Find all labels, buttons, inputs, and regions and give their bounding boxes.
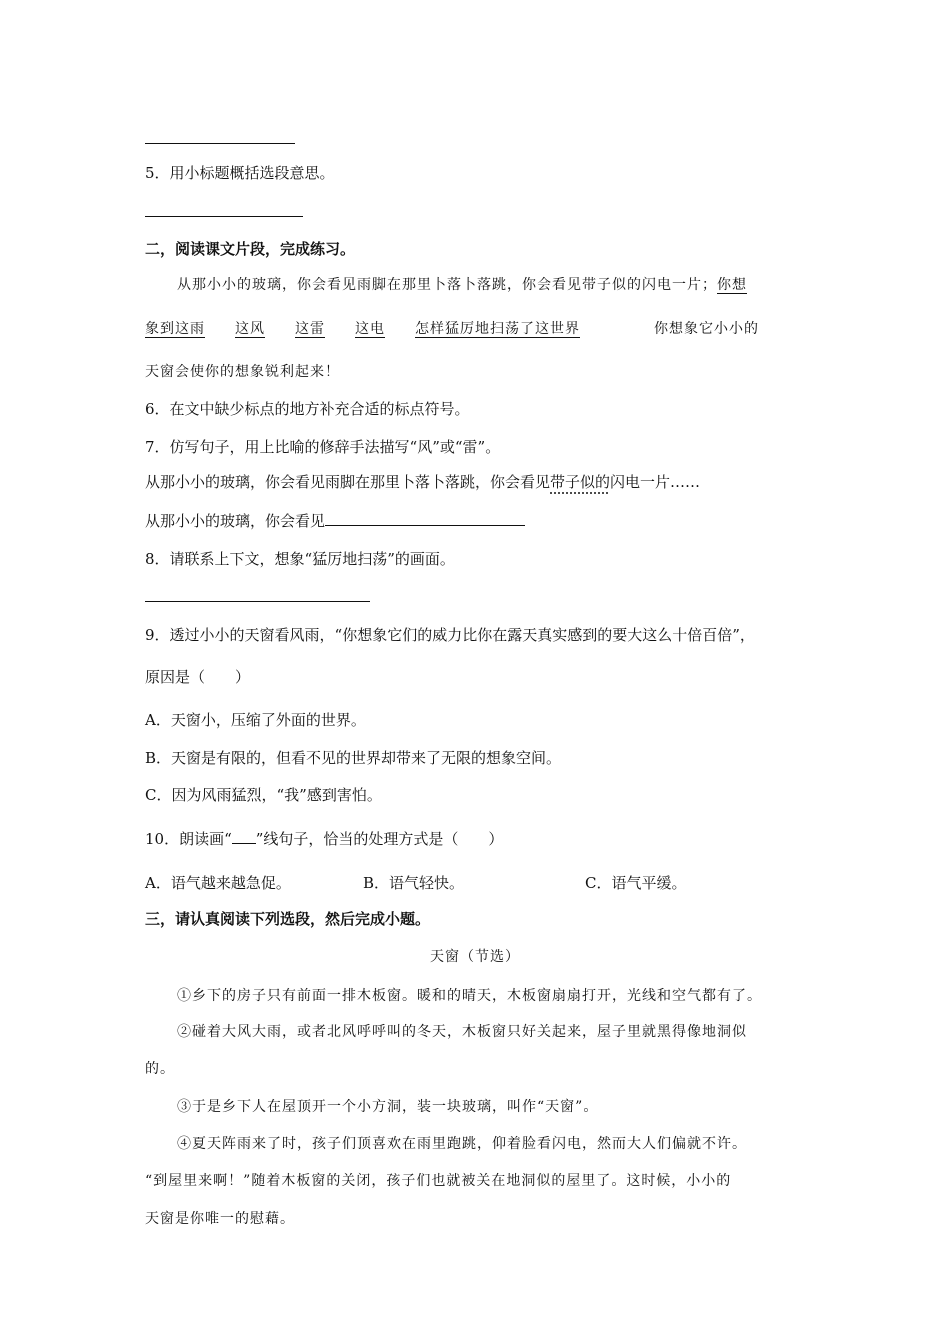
question-5: [145, 162, 335, 183]
underlined-text: 这风: [235, 321, 265, 337]
paragraph-4-line-2: “到屋里来啊！”随着木板窗的关闭，孩子们也就被关在地洞似的屋里了。这时候，小小的: [145, 1173, 732, 1189]
underlined-text: 怎样猛厉地扫荡了这世界: [415, 321, 580, 337]
paragraph-3: ③于是乡下人在屋顶开一个小方洞，装一块玻璃，叫作“天窗”。: [177, 1099, 599, 1115]
answer-blank-q7[interactable]: [325, 525, 525, 526]
section-2-heading: 二，阅读课文片段，完成练习。: [145, 240, 356, 258]
question-7: [145, 436, 500, 457]
passage-text: 你想象它小小的: [654, 321, 759, 337]
option-b[interactable]: B．天窗是有限的，但看不见的世界却带来了无限的想象空间。: [145, 749, 562, 767]
question-8: [145, 548, 455, 569]
question-10-options: [145, 872, 686, 893]
question-10: [145, 828, 503, 849]
underlined-text: 象到这雨: [145, 321, 205, 337]
section-3-heading: 三，请认真阅读下列选段，然后完成小题。: [145, 910, 431, 928]
option-a[interactable]: A．语气越来越急促。: [145, 874, 291, 892]
question-number: 10．: [145, 830, 180, 848]
example-text: 闪电一片……: [610, 473, 701, 491]
passage-text: 从那小小的玻璃，你会看见雨脚在那里卜落卜落跳，你会看见带子似的闪电一片；: [177, 277, 717, 293]
question-text: 仿写句子，用上比喻的修辞手法描写“风”或“雷”。: [169, 438, 501, 456]
passage-line-3: 天窗会使你的想象锐利起来！: [145, 364, 340, 380]
paragraph-2-line-1: ②碰着大风大雨，或者北风呼呼叫的冬天，木板窗只好关起来，屋子里就黑得像地洞似: [177, 1024, 747, 1040]
option-a[interactable]: A．天窗小，压缩了外面的世界。: [145, 711, 366, 729]
imitation-prompt: [145, 510, 525, 531]
question-text: 用小标题概括选段意思。: [169, 164, 335, 182]
question-number: 7．: [145, 438, 170, 456]
question-number: 8．: [145, 550, 170, 568]
question-text: ”线句子，恰当的处理方式是（ ）: [255, 830, 504, 848]
example-text: 从那小小的玻璃，你会看见雨脚在那里卜落卜落跳，你会看见: [145, 473, 551, 491]
question-6: [145, 398, 470, 419]
question-text: 朗读画“: [179, 830, 232, 848]
question-9-cont: 原因是（ ）: [145, 668, 251, 686]
underline-sample: [232, 843, 256, 844]
emphasis-dotted-text: 带子似的: [550, 473, 611, 491]
paragraph-4-line-3: 天窗是你唯一的慰藉。: [145, 1211, 295, 1227]
question-number: 5．: [145, 164, 170, 182]
answer-blank-q5[interactable]: [145, 216, 303, 217]
answer-blank-prev[interactable]: [145, 143, 295, 144]
paragraph-1: ①乡下的房子只有前面一排木板窗。暖和的晴天，木板窗扇扇打开，光线和空气都有了。: [177, 988, 762, 1004]
passage-title: 天窗（节选）: [430, 949, 520, 965]
question-text: 透过小小的天窗看风雨，“你想象它们的威力比你在露天真实感到的要大这么十倍百倍”，: [169, 626, 755, 644]
prompt-text: 从那小小的玻璃，你会看见: [145, 512, 326, 530]
question-9: [145, 624, 755, 645]
example-sentence: [145, 471, 700, 492]
answer-blank-q8[interactable]: [145, 601, 370, 602]
option-b[interactable]: B．语气轻快。: [363, 874, 465, 892]
question-number: 6．: [145, 400, 170, 418]
passage-line-2: [145, 318, 759, 338]
option-c[interactable]: C．因为风雨猛烈，“我”感到害怕。: [145, 786, 382, 804]
passage-line-1: [177, 274, 747, 294]
question-text: 请联系上下文，想象“猛厉地扫荡”的画面。: [169, 550, 455, 568]
underlined-text: 你想: [717, 277, 747, 293]
question-number: 9．: [145, 626, 170, 644]
option-c[interactable]: C．语气平缓。: [585, 874, 687, 892]
paragraph-4-line-1: ④夏天阵雨来了时，孩子们顶喜欢在雨里跑跳，仰着脸看闪电，然而大人们偏就不许。: [177, 1136, 747, 1152]
underlined-text: 这雷: [295, 321, 325, 337]
paragraph-2-line-2: 的。: [145, 1061, 175, 1077]
question-text: 在文中缺少标点的地方补充合适的标点符号。: [169, 400, 470, 418]
underlined-text: 这电: [355, 321, 385, 337]
